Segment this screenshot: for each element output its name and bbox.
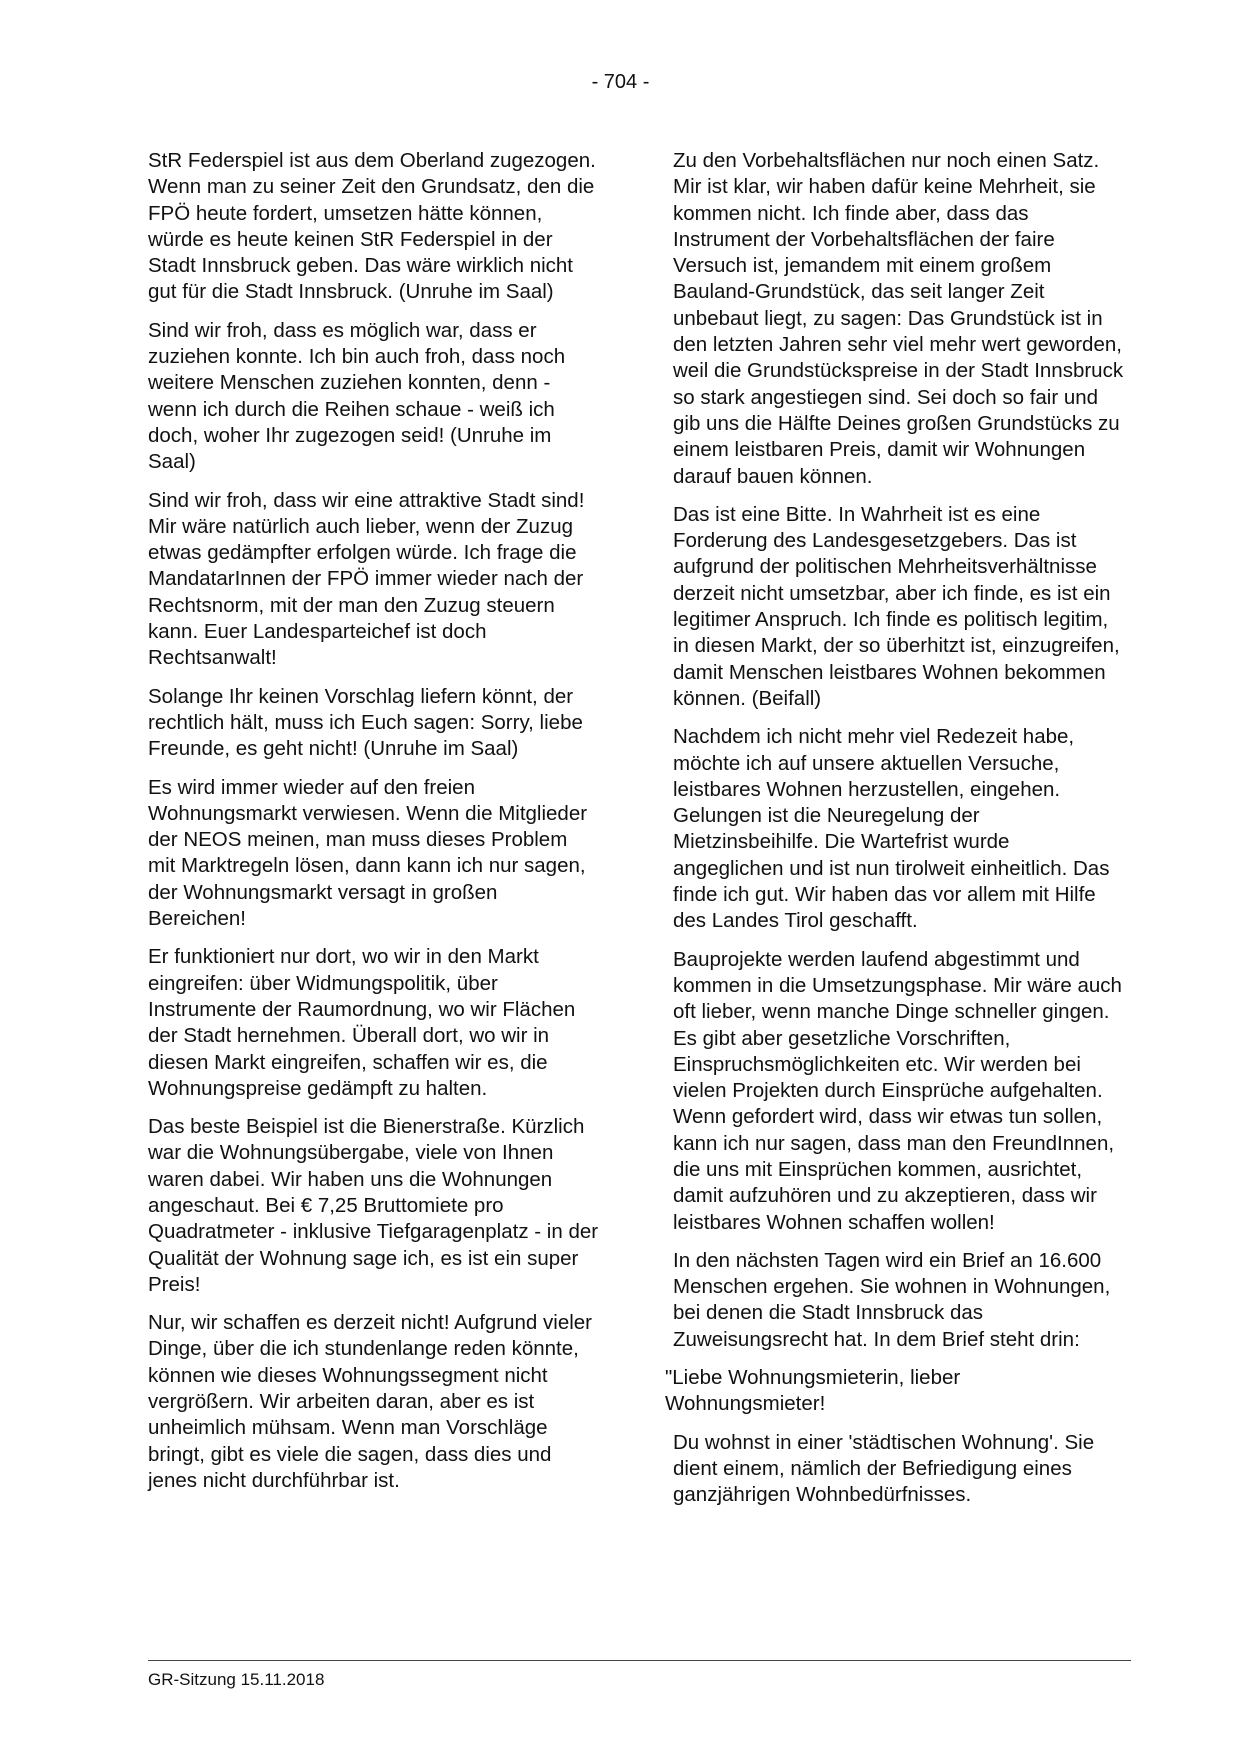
paragraph: Das ist eine Bitte. In Wahrheit ist es eine Forderung des Landesgesetzgebers. Das ist aufgrund der politischen Mehrheitsverhältnisse derzeit nicht umsetzbar, aber ich finde, es ist ein legitimer Anspruch. Ich finde es politisch legitim, in diesen Markt, der so überhitzt ist, einzugreifen, damit Menschen leistbares Wohnen bekommen können. (Beifall)	[673, 502, 1120, 710]
letter-salutation: "Liebe Wohnungsmieterin, lieber Wohnungsmieter!	[665, 1366, 961, 1416]
paragraph: Du wohnst in einer 'städtischen Wohnung'. Sie dient einem, nämlich der Befriedigung eines ganzjährigen Wohnbedürfnisses.	[673, 1430, 1095, 1507]
left-text-column	[148, 148, 600, 1506]
footer-divider	[148, 1660, 1131, 1661]
paragraph: Das beste Beispiel ist die Bienerstraße. Kürzlich war die Wohnungsübergabe, viele von Ihnen waren dabei. Wir haben uns die Wohnungen angeschaut. Bei € 7,25 Bruttomiete pro Quadratmeter - inklusive Tiefgaragenplatz - in der Qualität der Wohnung sage ich, es ist ein super Preis!	[148, 1115, 599, 1296]
paragraph: Solange Ihr keinen Vorschlag liefern könnt, der rechtlich hält, muss ich Euch sagen: Sorry, liebe Freunde, es geht nicht! (Unruhe im Saal)	[148, 684, 583, 761]
paragraph: Es wird immer wieder auf den freien Wohnungsmarkt verwiesen. Wenn die Mitglieder der NEOS meinen, man muss dieses Problem mit Marktregeln lösen, dann kann ich nur sagen, der Wohnungsmarkt versagt in großen Bereichen!	[148, 775, 588, 931]
paragraph: Bauprojekte werden laufend abgestimmt und kommen in die Umsetzungsphase. Mir wäre auch oft lieber, wenn manche Dinge schneller gingen. Es gibt aber gesetzliche Vorschriften, Einspruchsmöglichkeiten etc. Wir werden bei vielen Projekten durch Einsprüche aufgehalten. Wenn gefordert wird, dass wir etwas tun sollen, kann ich nur sagen, dass man den FreundInnen, die uns mit Einsprüchen kommen, ausrichtet, damit aufzuhören und zu akzeptieren, dass wir leistbares Wohnen schaffen wollen!	[673, 947, 1122, 1234]
page-number: - 704 -	[591, 71, 650, 93]
paragraph: Nur, wir schaffen es derzeit nicht! Aufgrund vieler Dinge, über die ich stundenlange reden könnte, können wie dieses Wohnungssegment nicht vergrößern. Wir arbeiten daran, aber es ist unheimlich mühsam. Wenn man Vorschläge bringt, gibt es viele die sagen, dass dies und jenes nicht durchführbar ist.	[148, 1311, 593, 1492]
paragraph: StR Federspiel ist aus dem Oberland zugezogen. Wenn man zu seiner Zeit den Grundsatz, den die FPÖ heute fordert, umsetzen hätte können, würde es heute keinen StR Federspiel in der Stadt Innsbruck geben. Das wäre wirklich nicht gut für die Stadt Innsbruck. (Unruhe im Saal)	[148, 149, 596, 304]
paragraph: Sind wir froh, dass wir eine attraktive Stadt sind! Mir wäre natürlich auch lieber, wenn der Zuzug etwas gedämpfter erfolgen würde. Ich frage die MandatarInnen der FPÖ immer wieder nach der Rechtsnorm, mit der man den Zuzug steuern kann. Euer Landesparteichef ist doch Rechtsanwalt!	[148, 488, 585, 670]
paragraph: In den nächsten Tagen wird ein Brief an 16.600 Menschen ergehen. Sie wohnen in Wohnungen, bei denen die Stadt Innsbruck das Zuweisungsrecht hat. In dem Brief steht drin:	[673, 1248, 1111, 1351]
right-text-column	[665, 148, 1125, 1521]
paragraph: Nachdem ich nicht mehr viel Redezeit habe, möchte ich auf unsere aktuellen Versuche, leistbares Wohnen herzustellen, eingehen. Gelungen ist die Neuregelung der Mietzinsbeihilfe. Die Wartefrist wurde angeglichen und ist nun tirolweit einheitlich. Das finde ich gut. Wir haben das vor allem mit Hilfe des Landes Tirol geschafft.	[673, 725, 1110, 933]
paragraph: Zu den Vorbehaltsflächen nur noch einen Satz. Mir ist klar, wir haben dafür keine Mehrheit, sie kommen nicht. Ich finde aber, dass das Instrument der Vorbehaltsflächen der faire Versuch ist, jemandem mit einem großem Bauland-Grundstück, das seit langer Zeit unbebaut liegt, zu sagen: Das Grundstück ist in den letzten Jahren sehr viel mehr wert geworden, weil die Grundstückspreise in der Stadt Innsbruck so stark angestiegen sind. Sei doch so fair und gib uns die Hälfte Deines großen Grundstücks zu einem leistbaren Preis, damit wir Wohnungen darauf bauen können.	[673, 149, 1124, 488]
paragraph: Sind wir froh, dass es möglich war, dass er zuziehen konnte. Ich bin auch froh, dass noch weitere Menschen zuziehen konnten, denn - wenn ich durch die Reihen schaue - weiß ich doch, woher Ihr zugezogen seid! (Unruhe im Saal)	[148, 318, 566, 474]
paragraph: Er funktioniert nur dort, wo wir in den Markt eingreifen: über Widmungspolitik, über Instrumente der Raumordnung, wo wir Flächen der Stadt hernehmen. Überall dort, wo wir in diesen Markt eingreifen, schaffen wir es, die Wohnungspreise gedämpft zu halten.	[148, 945, 576, 1100]
footer-session-label: GR-Sitzung 15.11.2018	[148, 1670, 325, 1689]
